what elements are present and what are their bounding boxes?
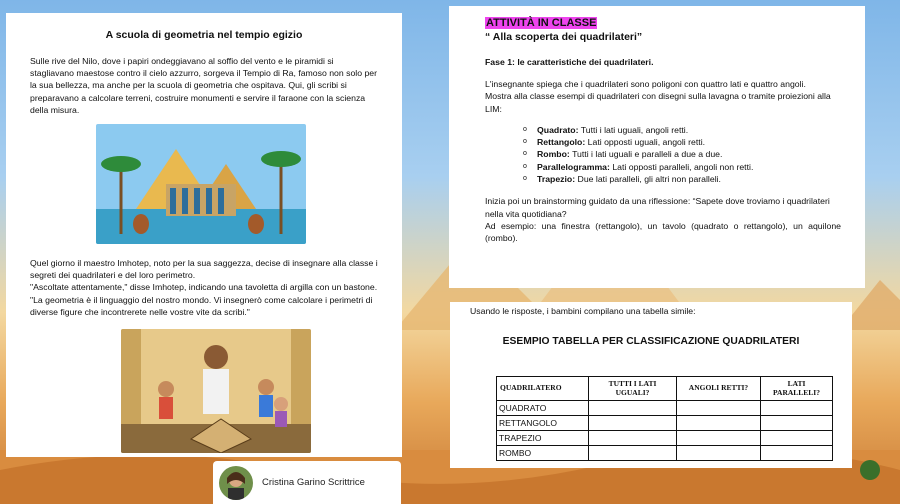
table-cell (761, 431, 833, 446)
story-paragraph-1: Sulle rive del Nilo, dove i papiri ondeggiavano al soffio del vento e le piramidi si stagliavano maestose contro il cielo azzurro, sorgeva il Tempio di Ra, famoso non solo per la sua bellezza, ma anche per la scuola di geometria che ospitava. Qui, gli scribi si preparavano a calcolare terreni, costruire monumenti e servire il faraone con la scienza della misura. (30, 56, 378, 115)
activity-subheading: “ Alla scoperta dei quadrilateri” (485, 31, 643, 43)
avatar (219, 466, 253, 500)
table-header: QUADRILATERO (497, 377, 589, 401)
table-cell (677, 446, 761, 461)
phase-title: Fase 1: le caratteristiche dei quadrilateri. (485, 57, 654, 67)
table-title: ESEMPIO TABELLA PER CLASSIFICAZIONE QUADRILATERI (502, 336, 800, 347)
author-name: Cristina Garino Scrittrice (262, 477, 365, 488)
table-row (497, 416, 833, 431)
table-header: ANGOLI RETTI? (677, 377, 761, 401)
table-header: TUTTI I LATI UGUALI? (589, 377, 677, 401)
table-intro: Usando le risposte, i bambini compilano una tabella simile: (470, 306, 696, 316)
table-cell (589, 401, 677, 416)
table-cell (761, 401, 833, 416)
table-cell (677, 401, 761, 416)
table-cell (677, 416, 761, 431)
table-header: LATI PARALLELI? (761, 377, 833, 401)
list-item: o Rombo: Tutti i lati uguali e paralleli a due a due. (537, 148, 841, 160)
temple-illustration (96, 124, 306, 244)
table-cell (761, 416, 833, 431)
story-paragraph-2: Quel giorno il maestro Imhotep, noto per la sua saggezza, decise di insegnare alla classe i segreti dei quadrilateri e del loro perimetro. (30, 258, 378, 281)
activity-panel (449, 6, 865, 288)
activity-outro-1: Inizia poi un brainstorming guidato da una riflessione: “Sapete dove troviamo i quadrilateri nella vita quotidiana? (485, 196, 830, 219)
table-cell: ROMBO (497, 446, 589, 461)
list-item: o Trapezio: Due lati paralleli, gli altri non paralleli. (537, 173, 841, 185)
table-cell: RETTANGOLO (497, 416, 589, 431)
classification-table (496, 376, 833, 461)
list-item: o Rettangolo: Lati opposti uguali, angoli retti. (537, 136, 841, 148)
activity-heading: ATTIVITÀ IN CLASSE (486, 17, 597, 29)
activity-intro-1: L'insegnante spiega che i quadrilateri sono poligoni con quattro lati e quattro angoli. (485, 79, 806, 89)
activity-outro-2: Ad esempio: una finestra (rettangolo), un tavolo (quadrato o rettangolo), un aquilone (rombo). (485, 220, 841, 244)
table-cell: QUADRATO (497, 401, 589, 416)
table-cell (761, 446, 833, 461)
story-panel (6, 13, 402, 457)
table-cell (677, 431, 761, 446)
quadrilateral-list (537, 124, 841, 185)
table-row (497, 431, 833, 446)
table-row (497, 446, 833, 461)
table-cell (589, 416, 677, 431)
story-title: A scuola di geometria nel tempio egizio (105, 29, 303, 41)
table-cell (589, 431, 677, 446)
table-row (497, 401, 833, 416)
table-header-row (497, 377, 833, 401)
author-card[interactable] (213, 461, 401, 504)
classroom-illustration (121, 329, 311, 453)
list-item: o Quadrato: Tutti i lati uguali, angoli retti. (537, 124, 841, 136)
activity-intro-2: Mostra alla classe esempi di quadrilateri con disegni sulla lavagna o tramite proiezioni alla LIM: (485, 91, 831, 114)
list-item: o Parallelogramma: Lati opposti paralleli, angoli non retti. (537, 161, 841, 173)
table-cell (589, 446, 677, 461)
table-cell: TRAPEZIO (497, 431, 589, 446)
story-paragraph-3: "Ascoltate attentamente," disse Imhotep, indicando una tavoletta di argilla con un bastone. "La geometria è il linguaggio del nostro mondo. Vi insegnerò come calcolare i perimetri di diverse figure che incontrerete nelle vostre vite da scribi." (30, 282, 378, 317)
table-panel (450, 302, 852, 468)
